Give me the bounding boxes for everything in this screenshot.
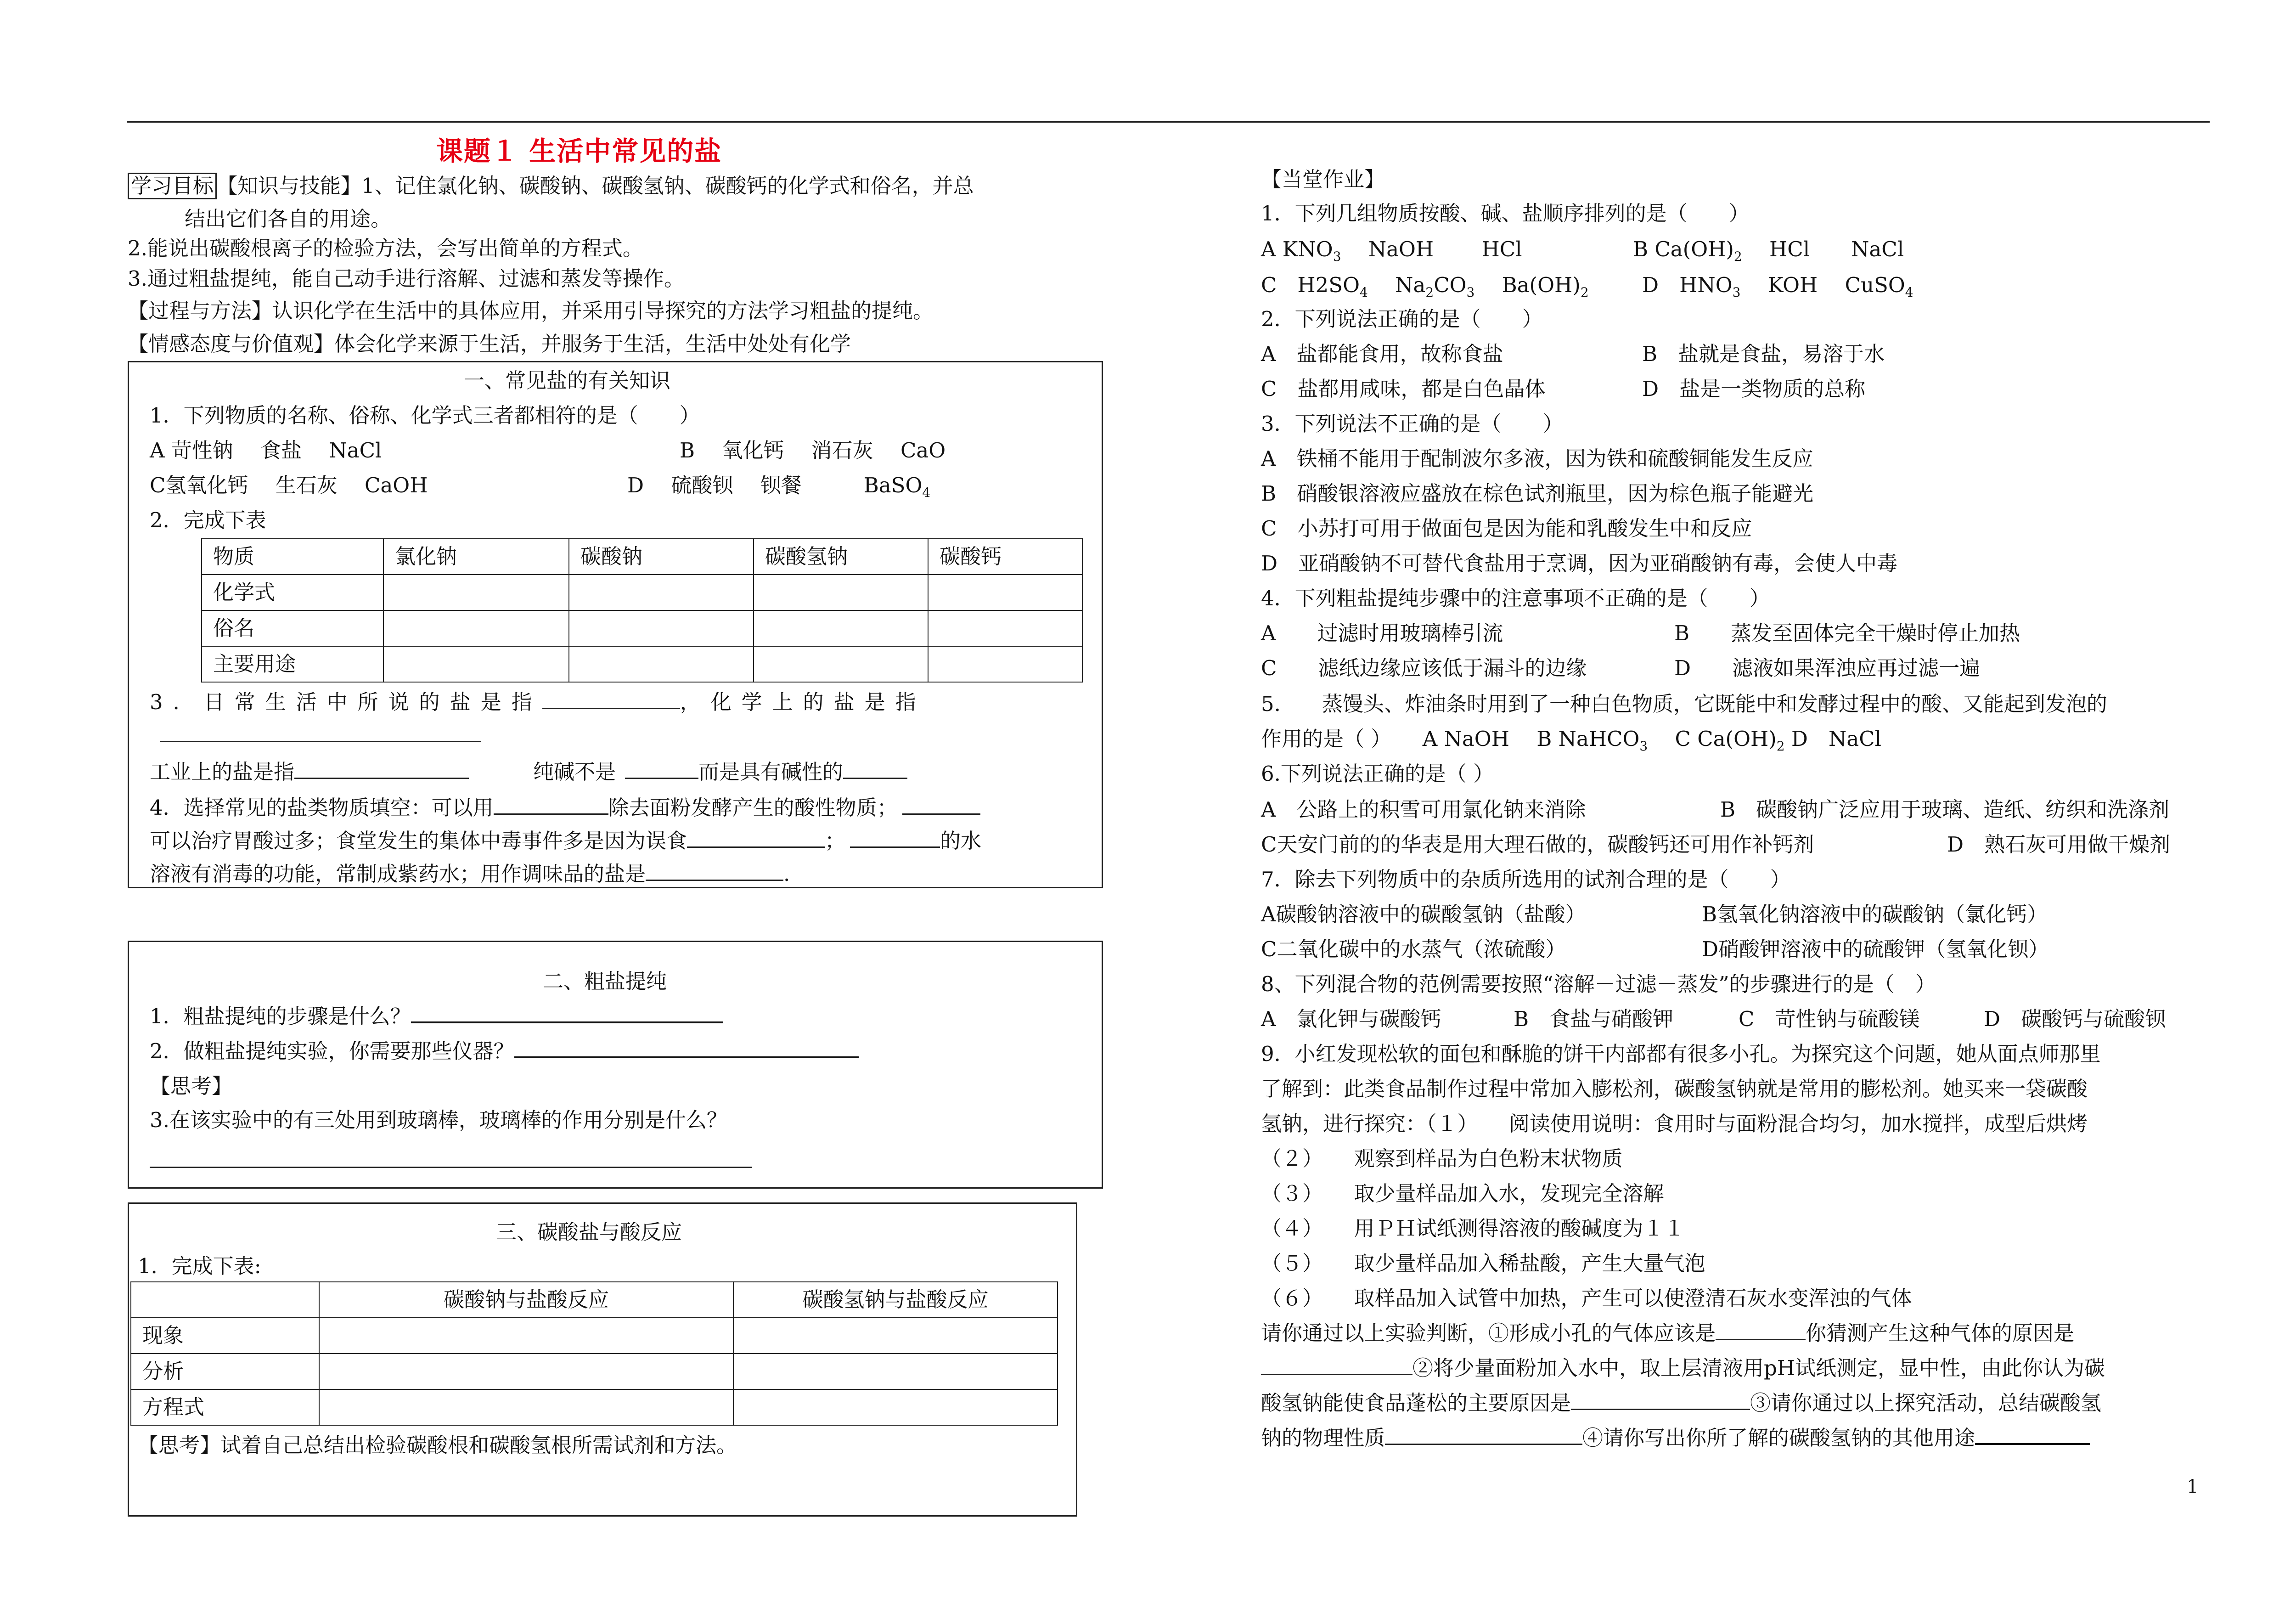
- answer-cell[interactable]: [754, 575, 928, 610]
- answer-cell[interactable]: [569, 646, 754, 682]
- table-header-cell: 碳酸钠: [569, 539, 754, 575]
- s1-q1-option-c: C氢氧化钙 生石灰 CaOH: [150, 473, 428, 497]
- answer-blank[interactable]: [514, 1038, 859, 1058]
- answer-cell[interactable]: [319, 1318, 733, 1354]
- s2-question-3: 3.在该实验中的有三处用到玻璃棒，玻璃棒的作用分别是什么？: [150, 1108, 727, 1132]
- goals-line-1: [128, 173, 974, 199]
- s1-q4-text-d: ；: [825, 829, 846, 853]
- hw-q9-line-10: [1261, 1355, 2105, 1382]
- hw-q9-line-2: 了解到：此类食品制作过程中常加入膨松剂，碳酸氢钠就是常用的膨松剂。她买来一袋碳酸: [1261, 1077, 2088, 1101]
- answer-cell[interactable]: [569, 575, 754, 610]
- hw-q2-option-d: D 盐是一类物质的总称: [1642, 377, 1866, 401]
- s2-think: 【思考】: [150, 1074, 233, 1098]
- s1-q3-text-e: 而是具有碱性的: [698, 760, 844, 784]
- homework-heading: 【当堂作业】: [1261, 167, 1385, 192]
- answer-cell[interactable]: [383, 575, 569, 610]
- hw-question-3: 3．下列说法不正确的是（ ）: [1261, 412, 1564, 436]
- answer-cell[interactable]: [733, 1354, 1058, 1389]
- hw-q9-text-d: 酸氢钠能使食品蓬松的主要原因是: [1261, 1391, 1571, 1415]
- hw-q7-option-d: D硝酸钾溶液中的硫酸钾（氢氧化钡）: [1702, 937, 2049, 961]
- hw-q1c-2: Na: [1367, 273, 1426, 297]
- table-row: [202, 610, 1082, 646]
- hw-q8-option-a: A 氯化钾与碳酸钙: [1261, 1007, 1441, 1031]
- s2-question-1: [150, 1003, 723, 1030]
- hw-question-8: 8、下列混合物的范例需要按照“溶解－过滤－蒸发”的步骤进行的是（ ）: [1261, 972, 1936, 996]
- hw-q6-option-d: D 熟石灰可用做干燥剂: [1947, 832, 2171, 857]
- hw-q8-option-c: C 苛性钠与硫酸镁: [1739, 1007, 1920, 1031]
- answer-cell[interactable]: [754, 646, 928, 682]
- hw-q9-text-f: 钠的物理性质: [1261, 1426, 1385, 1450]
- goals-label: 学习目标: [128, 173, 217, 199]
- s1-q3-text-c: 工业上的盐是指: [150, 760, 295, 784]
- table-row: [131, 1282, 1058, 1318]
- answer-blank[interactable]: [843, 759, 907, 779]
- hw-q1a-1: A KNO: [1261, 237, 1333, 261]
- hw-q4-option-b: B 蒸发至固体完全干燥时停止加热: [1674, 621, 2020, 645]
- hw-q6-option-b: B 碳酸钠广泛应用于玻璃、造纸、纺织和洗涤剂: [1720, 797, 2170, 822]
- hw-question-1: 1．下列几组物质按酸、碱、盐顺序排列的是（ ）: [1261, 201, 1750, 226]
- s1-q4-text-f: 溶液有消毒的功能，常制成紫药水；用作调味品的盐是: [150, 862, 646, 886]
- hw-q1b-1: B Ca(OH): [1633, 237, 1734, 261]
- goals-line-2: 结出它们各自的用途。: [185, 207, 392, 231]
- top-rule: [127, 121, 2210, 123]
- s1-q3-line-2: [160, 722, 481, 749]
- hw-q4-option-c: C 滤纸边缘应该低于漏斗的边缘: [1261, 656, 1587, 680]
- hw-q5-text-3: D NaCl: [1784, 727, 1882, 751]
- hw-q7-option-b: B氢氧化钠溶液中的碳酸钠（氯化钙）: [1702, 902, 2048, 926]
- hw-q1a-2: NaOH HCl: [1341, 237, 1522, 261]
- answer-blank[interactable]: [542, 689, 680, 709]
- answer-line[interactable]: [150, 1167, 752, 1168]
- row-label: 分析: [131, 1354, 319, 1389]
- s3-reaction-table: [130, 1281, 1058, 1426]
- answer-blank[interactable]: [625, 759, 698, 779]
- s1-q1-option-b: B 氧化钙 消石灰 CaO: [680, 438, 946, 463]
- table-row: [131, 1318, 1058, 1354]
- answer-blank[interactable]: [411, 1003, 723, 1023]
- hw-q9-line-6: （４） 用ＰＨ试纸测得溶液的酸碱度为１１: [1261, 1216, 1685, 1241]
- table-row: [131, 1354, 1058, 1389]
- row-label: 方程式: [131, 1389, 319, 1425]
- hw-q6-option-c: C天安门前的的华表是用大理石做的，碳酸钙还可用作补钙剂: [1261, 832, 1814, 857]
- hw-q1-option-c: C $H2SO_4$ $Na_2CO_3$ $Ba(OH)_2$: [1261, 273, 1589, 300]
- s1-q4-text-b: 除去面粉发酵产生的酸性物质；: [608, 796, 898, 820]
- hw-q7-option-c: C二氧化碳中的水蒸气（浓硫酸）: [1261, 937, 1566, 961]
- s1-q4-text-g: .: [783, 862, 790, 886]
- goals-line-6: 【情感态度与价值观】体会化学来源于生活，并服务于生活，生活中处处有化学: [128, 332, 851, 356]
- hw-q4-option-a: A 过滤时用玻璃棒引流: [1261, 621, 1503, 645]
- hw-q9-text-b: 你猜测产生这种气体的原因是: [1806, 1321, 2075, 1345]
- s3-think: 【思考】试着自己总结出检验碳酸根和碳酸氢根所需试剂和方法。: [138, 1433, 737, 1457]
- s1-q4-text-e: 的水: [940, 829, 982, 853]
- hw-q9-text-c: ②将少量面粉加入水中，取上层清液用pH试纸测定，显中性，由此你认为碳: [1412, 1356, 2105, 1380]
- table-header-cell: 氯化钠: [383, 539, 569, 575]
- hw-q1c-4: Ba(OH): [1474, 273, 1581, 297]
- hw-q3-option-b: B 硝酸银溶液应盛放在棕色试剂瓶里，因为棕色瓶子能避光: [1261, 481, 1814, 506]
- answer-blank[interactable]: [646, 861, 783, 881]
- hw-q9-line-4: （２） 观察到样品为白色粉末状物质: [1261, 1146, 1623, 1171]
- s1-q1-option-a: A 苛性钠 食盐 NaCl: [150, 438, 382, 463]
- answer-blank[interactable]: [1975, 1425, 2090, 1445]
- hw-q9-line-8: （６） 取样品加入试管中加热，产生可以使澄清石灰水变浑浊的气体: [1261, 1286, 1912, 1310]
- answer-cell[interactable]: [754, 610, 928, 646]
- goals-line-3: 2.能说出碳酸根离子的检验方法，会写出简单的方程式。: [128, 236, 643, 260]
- row-label: 化学式: [202, 575, 383, 610]
- s1-q1d-text: D 硫酸钡 钡餐: [627, 473, 802, 497]
- s1-summary-table: [201, 538, 1083, 683]
- row-label: 俗名: [202, 610, 383, 646]
- s1-question-2: 2．完成下表: [150, 508, 266, 532]
- hw-question-6: 6.下列说法正确的是（ ）: [1261, 762, 1494, 786]
- answer-blank[interactable]: [902, 795, 980, 815]
- hw-q8-option-d: D 碳酸钙与硫酸钡: [1984, 1007, 2166, 1031]
- s1-q4-text-c: 可以治疗胃酸过多；食堂发生的集体中毒事件多是因为误食: [150, 829, 687, 853]
- table-header-cell: [131, 1282, 319, 1318]
- hw-q9-line-11: [1261, 1390, 2101, 1416]
- hw-q9-line-12: [1261, 1425, 2090, 1451]
- s1-question-1: 1．下列物质的名称、俗称、化学式三者都相符的是（ ）: [150, 403, 700, 428]
- goals-text-1: 【知识与技能】1、记住氯化钠、碳酸钠、碳酸氢钠、碳酸钙的化学式和俗名，并总: [217, 174, 974, 198]
- hw-q2-option-a: A 盐都能食用，故称食盐: [1261, 342, 1503, 366]
- hw-q9-line-1: 9．小红发现松软的面包和酥脆的饼干内部都有很多小孔。为探究这个问题，她从面点师那里: [1261, 1042, 2101, 1066]
- hw-q9-line-5: （３） 取少量样品加入水，发现完全溶解: [1261, 1181, 1664, 1206]
- row-label: 主要用途: [202, 646, 383, 682]
- hw-q5-text-2: C Ca(OH): [1648, 727, 1777, 751]
- goals-line-4: 3.通过粗盐提纯，能自己动手进行溶解、过滤和蒸发等操作。: [128, 266, 685, 291]
- s1-q1d-sub: 4: [922, 485, 931, 500]
- row-label: 现象: [131, 1318, 319, 1354]
- answer-cell[interactable]: [383, 610, 569, 646]
- answer-cell[interactable]: [928, 646, 1082, 682]
- answer-blank[interactable]: [850, 828, 940, 848]
- table-header-cell: 物质: [202, 539, 383, 575]
- hw-q1d-2: KOH CuSO: [1740, 273, 1905, 297]
- hw-q5-text-1: 作用的是（ ） A NaOH B NaHCO: [1261, 727, 1640, 751]
- hw-q3-option-c: C 小苏打可用于做面包是因为能和乳酸发生中和反应: [1261, 516, 1752, 541]
- answer-cell[interactable]: [383, 646, 569, 682]
- s1-q3-line-1: [150, 689, 926, 716]
- hw-q1-option-b: B $Ca(OH)_2$ HCl NaCl: [1633, 237, 1904, 264]
- s1-q3-text-d: 纯碱不是: [533, 760, 616, 784]
- answer-cell[interactable]: [928, 610, 1082, 646]
- section-2-heading: 二、粗盐提纯: [543, 969, 667, 993]
- hw-q1b-2: HCl NaCl: [1742, 237, 1904, 261]
- answer-cell[interactable]: [733, 1318, 1058, 1354]
- hw-q9-line-3: 氢钠，进行探究：（１） 阅读使用说明：食用时与面粉混合均匀，加水搅拌，成型后烘烤: [1261, 1111, 2088, 1136]
- hw-q1c-1: C H2SO: [1261, 273, 1360, 297]
- s3-question-1: 1．完成下表:: [138, 1254, 261, 1278]
- hw-q8-option-b: B 食盐与硝酸钾: [1514, 1007, 1674, 1031]
- answer-cell[interactable]: [569, 610, 754, 646]
- s1-q4-line-3: [150, 861, 790, 887]
- table-row: [202, 575, 1082, 610]
- table-header-cell: 碳酸氢钠与盐酸反应: [733, 1282, 1058, 1318]
- hw-q6-option-a: A 公路上的积雪可用氯化钠来消除: [1261, 797, 1586, 822]
- answer-blank[interactable]: [494, 795, 608, 815]
- table-header-cell: 碳酸钙: [928, 539, 1082, 575]
- table-row: [202, 646, 1082, 682]
- hw-q5-line-1: 5. 蒸馒头、炸油条时用到了一种白色物质，它既能中和发酵过程中的酸、又能起到发泡的: [1261, 692, 2107, 716]
- table-row: [131, 1389, 1058, 1425]
- hw-q9-text-e: ③请你通过以上探究活动，总结碳酸氢: [1750, 1391, 2102, 1415]
- hw-q1-option-a: A $KNO_3$ NaOH HCl: [1261, 237, 1522, 264]
- answer-cell[interactable]: [319, 1354, 733, 1389]
- s1-q4-line-1: [150, 795, 980, 821]
- answer-cell[interactable]: [733, 1389, 1058, 1425]
- hw-q5-line-2: 作用的是（ ） A NaOH B NaHCO$_3$ C $Ca(OH)_2$ D NaCl: [1261, 727, 1882, 754]
- hw-q3-option-a: A 铁桶不能用于配制波尔多液，因为铁和硫酸铜能发生反应: [1261, 446, 1813, 471]
- page-title: 课题１ 生活中常见的盐: [436, 135, 722, 167]
- table-header-cell: 碳酸钠与盐酸反应: [319, 1282, 733, 1318]
- hw-q9-line-9: [1261, 1320, 2074, 1347]
- answer-blank[interactable]: [1385, 1425, 1582, 1445]
- s1-q4-text-a: 4．选择常见的盐类物质填空：可以用: [150, 796, 494, 820]
- s1-q1-option-d: [627, 472, 930, 499]
- answer-blank[interactable]: [160, 722, 481, 742]
- table-row: [202, 539, 1082, 575]
- answer-blank[interactable]: [687, 828, 825, 848]
- hw-question-4: 4．下列粗盐提纯步骤中的注意事项不正确的是（ ）: [1261, 586, 1770, 610]
- s1-q4-line-2: [150, 828, 981, 854]
- answer-blank[interactable]: [1261, 1355, 1412, 1375]
- s2-q2-text: 2．做粗盐提纯实验，你需要那些仪器？: [150, 1039, 514, 1063]
- hw-q1-option-d: D $HNO_3$ KOH CuSO$_4$: [1642, 273, 1913, 300]
- answer-blank[interactable]: [294, 759, 469, 779]
- hw-question-2: 2．下列说法正确的是（ ）: [1261, 307, 1543, 331]
- table-header-cell: 碳酸氢钠: [754, 539, 928, 575]
- hw-q9-text-g: ④请你写出你所了解的碳酸氢钠的其他用途: [1582, 1426, 1975, 1450]
- page-number: 1: [2187, 1476, 2199, 1497]
- hw-q1d-1: D HNO: [1642, 273, 1733, 297]
- s1-q3-line-3: [150, 759, 907, 785]
- s2-q1-text: 1．粗盐提纯的步骤是什么？: [150, 1004, 411, 1028]
- hw-q7-option-a: A碳酸钠溶液中的碳酸氢钠（盐酸）: [1261, 902, 1586, 926]
- hw-q3-option-d: D 亚硝酸钠不可替代食盐用于烹调，因为亚硝酸钠有毒，会使人中毒: [1261, 551, 1898, 575]
- s1-q3-text-b: ，化学上的盐是指: [680, 690, 926, 714]
- s2-question-2: [150, 1038, 859, 1065]
- answer-blank[interactable]: [1571, 1390, 1750, 1410]
- s1-q1d-formula: BaSO: [863, 473, 923, 497]
- answer-blank[interactable]: [1716, 1320, 1806, 1340]
- hw-q1c-3: CO: [1434, 273, 1467, 297]
- hw-q2-option-c: C 盐都用咸味，都是白色晶体: [1261, 377, 1546, 401]
- hw-question-7: 7．除去下列物质中的杂质所选用的试剂合理的是（ ）: [1261, 867, 1791, 891]
- goals-line-5: 【过程与方法】认识化学在生活中的具体应用，并采用引导探究的方法学习粗盐的提纯。: [128, 299, 934, 323]
- hw-q2-option-b: B 盐就是食盐，易溶于水: [1642, 342, 1885, 366]
- answer-cell[interactable]: [319, 1389, 733, 1425]
- hw-q9-line-7: （５） 取少量样品加入稀盐酸，产生大量气泡: [1261, 1251, 1705, 1275]
- answer-cell[interactable]: [928, 575, 1082, 610]
- hw-q4-option-d: D 滤液如果浑浊应再过滤一遍: [1674, 656, 1981, 680]
- hw-q9-text-a: 请你通过以上实验判断，①形成小孔的气体应该是: [1261, 1321, 1716, 1345]
- section-3-heading: 三、碳酸盐与酸反应: [496, 1220, 682, 1244]
- section-1-heading: 一、常见盐的有关知识: [464, 368, 671, 393]
- s1-q3-text-a: 3．日常生活中所说的盐是指: [150, 690, 542, 714]
